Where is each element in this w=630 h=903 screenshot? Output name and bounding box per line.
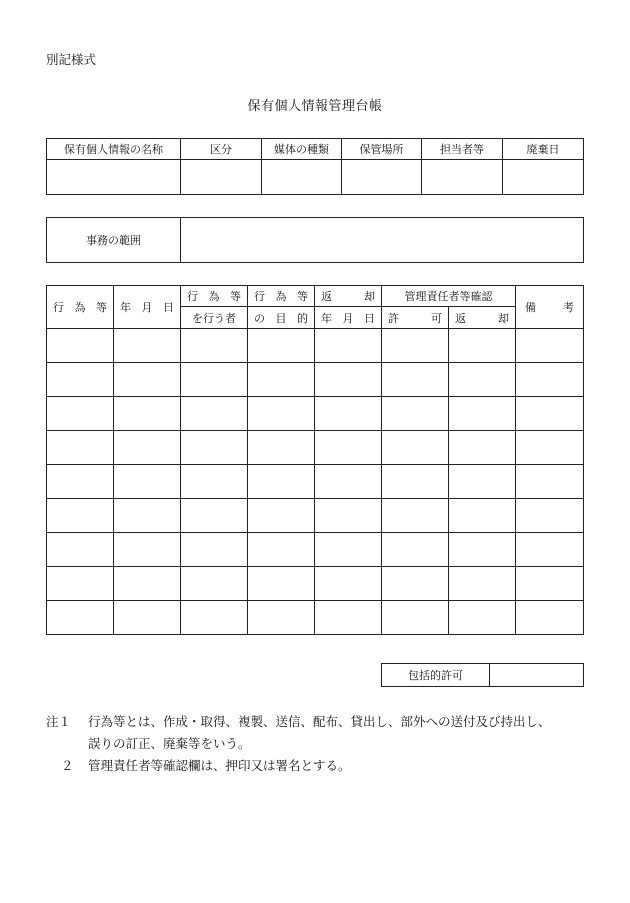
log-cell-date[interactable] [114,601,181,635]
document-title: 保有個人情報管理台帳 [247,99,383,114]
log-header-row-1 [47,286,584,307]
log-cell-remarks[interactable] [516,397,584,431]
log-cell-purpose[interactable] [248,431,315,465]
log-cell-purpose[interactable] [248,533,315,567]
table-row [47,465,584,499]
log-cell-purpose[interactable] [248,499,315,533]
table-row [47,601,584,635]
log-cell-remarks[interactable] [516,601,584,635]
log-cell-permit[interactable] [382,397,449,431]
log-cell-returned[interactable] [449,601,516,635]
log-cell-action[interactable] [47,465,114,499]
scope-label: 事務の範囲 [47,218,181,263]
table-row [47,363,584,397]
log-cell-returned[interactable] [449,397,516,431]
scope-table [46,217,584,263]
log-cell-permit[interactable] [382,329,449,363]
info-table-header-row [47,139,584,160]
info-table-row [47,160,584,195]
log-cell-actor[interactable] [181,499,248,533]
log-cell-purpose[interactable] [248,397,315,431]
log-cell-permit[interactable] [382,465,449,499]
log-cell-date[interactable] [114,363,181,397]
action-log-body [47,329,584,635]
info-cell-name[interactable] [47,160,181,195]
log-cell-returned[interactable] [449,465,516,499]
info-header-category: 区分 [181,139,262,160]
log-cell-remarks[interactable] [516,567,584,601]
log-cell-actor[interactable] [181,397,248,431]
info-header-name: 保有個人情報の名称 [47,139,181,160]
log-cell-permit[interactable] [382,431,449,465]
log-header-return-top: 返 却 [315,286,382,307]
log-header-manager-confirm: 管理責任者等確認 [382,286,516,307]
log-cell-actor[interactable] [181,363,248,397]
log-cell-action[interactable] [47,567,114,601]
log-header-returned: 返 却 [449,307,516,329]
info-header-storage-location: 保管場所 [342,139,422,160]
log-cell-purpose[interactable] [248,465,315,499]
log-cell-date[interactable] [114,431,181,465]
log-cell-actor[interactable] [181,601,248,635]
log-header-actor-bottom: を行う者 [181,307,248,329]
info-table [46,138,584,195]
log-cell-returned[interactable] [449,533,516,567]
log-header-purpose-top: 行 為 等 [248,286,315,307]
blanket-permission-label: 包括的許可 [382,664,490,687]
log-cell-action[interactable] [47,329,114,363]
log-cell-returned[interactable] [449,363,516,397]
table-row [47,431,584,465]
log-cell-remarks[interactable] [516,465,584,499]
note-1-line-1: 行為等とは、作成・取得、複製、送信、配布、貸出し、部外への送付及び持出し、 [88,714,551,729]
log-cell-actor[interactable] [181,465,248,499]
log-cell-action[interactable] [47,363,114,397]
log-cell-action[interactable] [47,499,114,533]
note-1-line-2: 誤りの訂正、廃棄等をいう。 [88,736,251,751]
log-header-date: 年 月 日 [114,286,181,329]
form-label: 別記様式 [46,52,97,67]
log-cell-return-date[interactable] [315,465,382,499]
note-2-number: ２ [61,758,74,773]
log-header-action: 行 為 等 [47,286,114,329]
log-cell-return-date[interactable] [315,397,382,431]
log-cell-date[interactable] [114,397,181,431]
log-cell-permit[interactable] [382,363,449,397]
notes [46,711,606,777]
log-header-return-bottom: 年 月 日 [315,307,382,329]
log-cell-permit[interactable] [382,567,449,601]
log-cell-purpose[interactable] [248,363,315,397]
log-cell-action[interactable] [47,397,114,431]
log-cell-purpose[interactable] [248,601,315,635]
log-header-remarks: 備 考 [516,286,584,329]
action-log-table [46,285,584,635]
note-1 [46,711,606,733]
log-cell-returned[interactable] [449,431,516,465]
log-cell-remarks[interactable] [516,329,584,363]
table-row [47,533,584,567]
log-cell-return-date[interactable] [315,601,382,635]
info-cell-media-type[interactable] [262,160,342,195]
log-cell-permit[interactable] [382,499,449,533]
info-cell-person-in-charge[interactable] [422,160,503,195]
log-cell-date[interactable] [114,465,181,499]
log-cell-actor[interactable] [181,431,248,465]
log-cell-date[interactable] [114,499,181,533]
scope-value-cell[interactable] [181,218,584,263]
log-cell-actor[interactable] [181,329,248,363]
log-header-permit: 許 可 [382,307,449,329]
note-2-text: 管理責任者等確認欄は、押印又は署名とする。 [88,758,351,773]
info-header-person-in-charge: 担当者等 [422,139,503,160]
log-cell-remarks[interactable] [516,363,584,397]
blanket-permission-cell[interactable] [490,664,584,687]
info-cell-storage-location[interactable] [342,160,422,195]
log-header-actor-top: 行 為 等 [181,286,248,307]
log-cell-date[interactable] [114,533,181,567]
log-cell-date[interactable] [114,567,181,601]
info-header-disposal-date: 廃棄日 [503,139,584,160]
log-cell-return-date[interactable] [315,329,382,363]
blanket-permission-table [381,663,584,687]
log-cell-purpose[interactable] [248,329,315,363]
note-1-number: 注１ [46,714,72,729]
log-header-purpose-bottom: の 目 的 [248,307,315,329]
log-cell-permit[interactable] [382,533,449,567]
log-cell-actor[interactable] [181,533,248,567]
log-cell-remarks[interactable] [516,533,584,567]
log-cell-return-date[interactable] [315,431,382,465]
table-row [47,567,584,601]
log-cell-action[interactable] [47,431,114,465]
info-cell-category[interactable] [181,160,262,195]
table-row [47,397,584,431]
table-row [47,499,584,533]
log-cell-returned[interactable] [449,499,516,533]
log-cell-purpose[interactable] [248,567,315,601]
table-row [47,329,584,363]
log-cell-returned[interactable] [449,329,516,363]
log-cell-action[interactable] [47,601,114,635]
log-cell-return-date[interactable] [315,567,382,601]
log-cell-returned[interactable] [449,567,516,601]
log-cell-return-date[interactable] [315,363,382,397]
note-2 [46,755,606,777]
log-cell-actor[interactable] [181,567,248,601]
log-cell-permit[interactable] [382,601,449,635]
log-cell-action[interactable] [47,533,114,567]
log-cell-remarks[interactable] [516,431,584,465]
log-cell-date[interactable] [114,329,181,363]
log-cell-return-date[interactable] [315,533,382,567]
log-cell-return-date[interactable] [315,499,382,533]
info-cell-disposal-date[interactable] [503,160,584,195]
log-cell-remarks[interactable] [516,499,584,533]
info-header-media-type: 媒体の種類 [262,139,342,160]
